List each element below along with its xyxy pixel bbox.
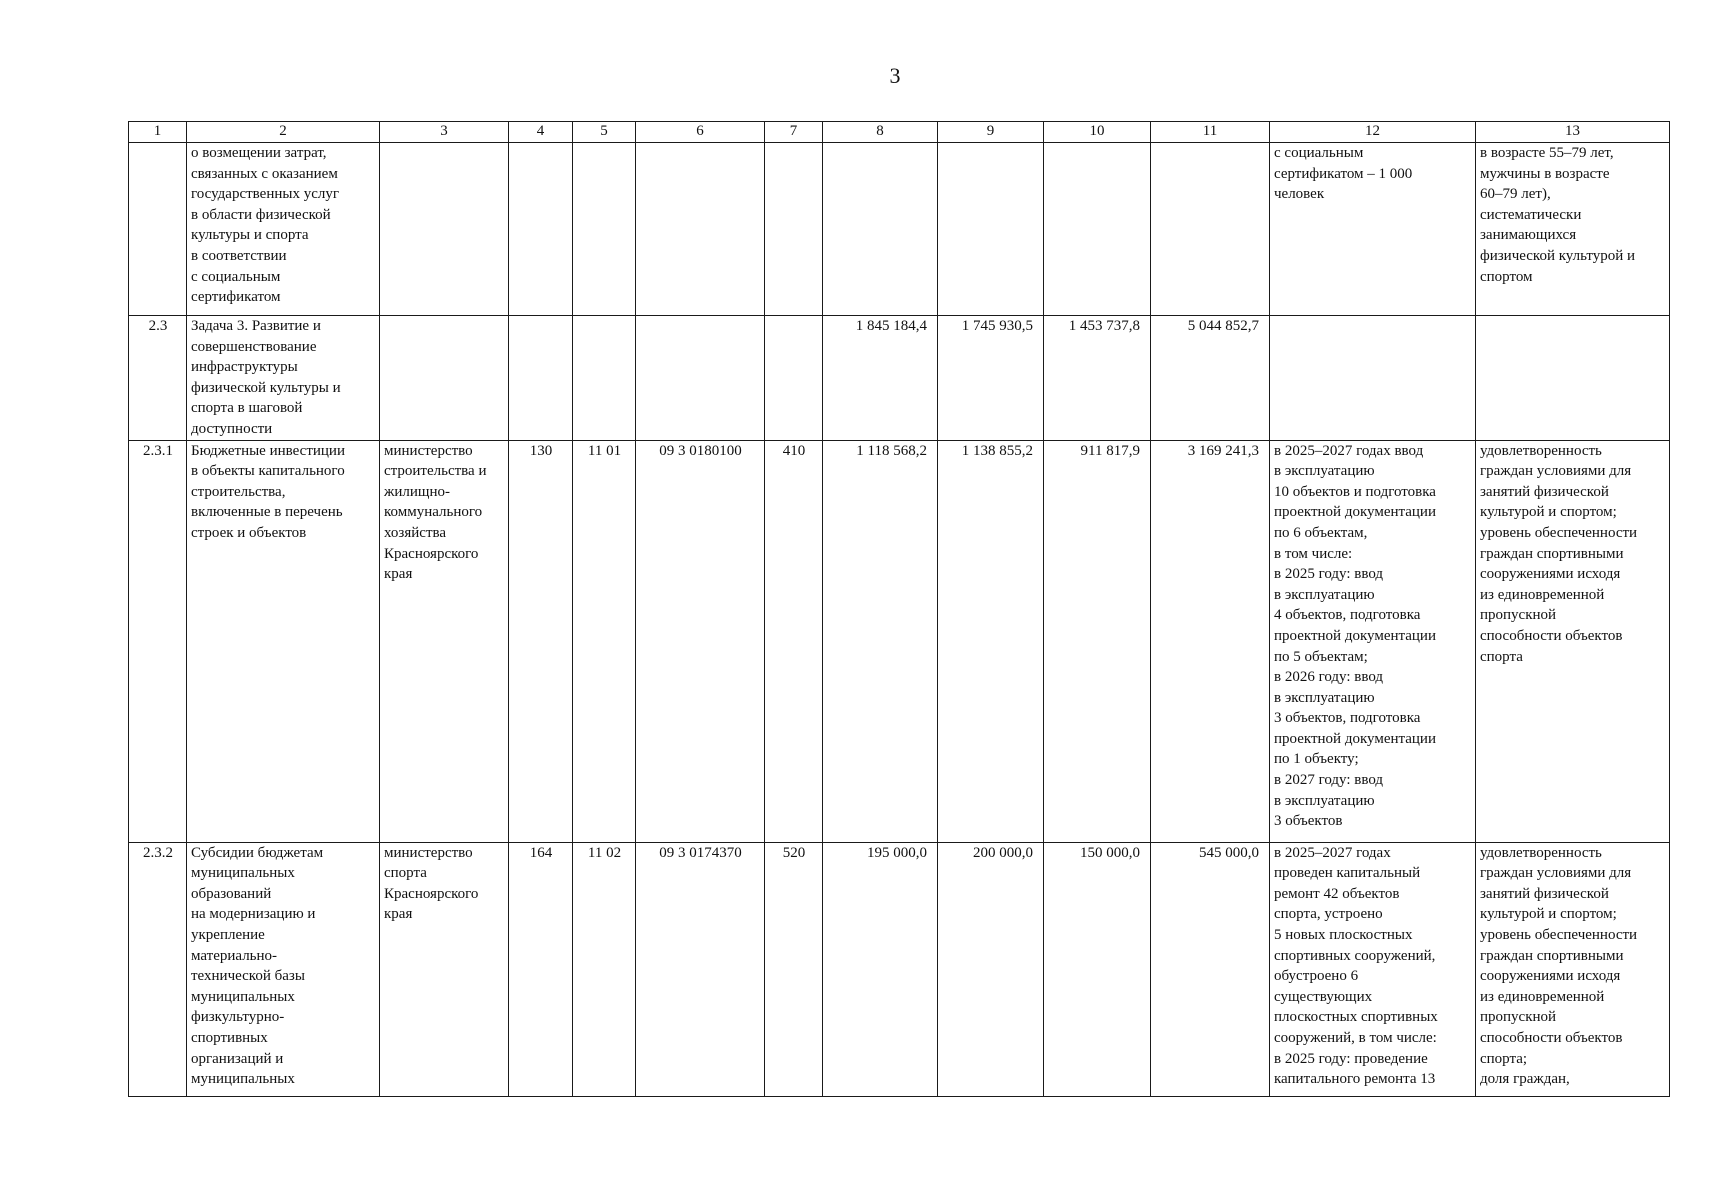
executor (380, 143, 509, 316)
row-number: 2.3.1 (129, 440, 187, 842)
amount-2026 (938, 143, 1044, 316)
measure-name: Бюджетные инвестиции в объекты капитального строительства, включенные в перечень строек и объектов (187, 440, 380, 842)
column-number: 11 (1151, 122, 1270, 143)
column-number: 12 (1270, 122, 1476, 143)
table-row (129, 440, 1670, 842)
rzpr-code: 11 01 (573, 440, 636, 842)
expected-result (1270, 316, 1476, 441)
rzpr-code (573, 316, 636, 441)
amount-2027: 1 453 737,8 (1044, 316, 1151, 441)
measure-name: Субсидии бюджетам муниципальных образований на модернизацию и укрепление материально- технической базы муниципальных физкультурно- спортивных организаций и муниципальных (187, 842, 380, 1096)
expected-result: в 2025–2027 годах проведен капитальный ремонт 42 объектов спорта, устроено 5 новых плоскостных спортивных сооружений, обустроено 6 существующих плоскостных спортивных сооружений, в том числе: в 2025 году: проведение капитального ремонта 13 (1270, 842, 1476, 1096)
executor: министерство строительства и жилищно- коммунального хозяйства Красноярского края (380, 440, 509, 842)
column-number: 4 (509, 122, 573, 143)
column-number: 8 (823, 122, 938, 143)
amount-2025: 195 000,0 (823, 842, 938, 1096)
column-number: 10 (1044, 122, 1151, 143)
amount-total: 5 044 852,7 (1151, 316, 1270, 441)
amount-2027: 911 817,9 (1044, 440, 1151, 842)
vr-code: 520 (765, 842, 823, 1096)
target-indicator: удовлетворенность граждан условиями для занятий физической культурой и спортом; уровень обеспеченности граждан спортивными сооружениями исходя из единовременной пропускной способности объектов спорта (1476, 440, 1670, 842)
csr-code: 09 3 0174370 (636, 842, 765, 1096)
grbs-code (509, 316, 573, 441)
amount-2025 (823, 143, 938, 316)
expected-result: в 2025–2027 годах ввод в эксплуатацию 10 объектов и подготовка проектной документации по 6 объектам, в том числе: в 2025 году: ввод в эксплуатацию 4 объектов, подготовка проектной документации по 5 объектам; в 2026 году: ввод в эксплуатацию 3 объектов, подготовка проектной документации по 1 объекту; в 2027 году: ввод в эксплуатацию 3 объектов (1270, 440, 1476, 842)
table-row (129, 842, 1670, 1096)
row-number (129, 143, 187, 316)
program-table (128, 121, 1670, 1097)
vr-code (765, 143, 823, 316)
measure-name: Задача 3. Развитие и совершенствование инфраструктуры физической культуры и спорта в шаговой доступности (187, 316, 380, 441)
amount-2027 (1044, 143, 1151, 316)
target-indicator: в возрасте 55–79 лет, мужчины в возрасте 60–79 лет), систематически занимающихся физической культурой и спортом (1476, 143, 1670, 316)
table-row (129, 316, 1670, 441)
target-indicator: удовлетворенность граждан условиями для занятий физической культурой и спортом; уровень обеспеченности граждан спортивными сооружениями исходя из единовременной пропускной способности объектов спорта; доля граждан, (1476, 842, 1670, 1096)
row-number: 2.3 (129, 316, 187, 441)
column-number: 3 (380, 122, 509, 143)
row-number: 2.3.2 (129, 842, 187, 1096)
column-number: 7 (765, 122, 823, 143)
expected-result: с социальным сертификатом – 1 000 человек (1270, 143, 1476, 316)
grbs-code (509, 143, 573, 316)
amount-2027: 150 000,0 (1044, 842, 1151, 1096)
column-number: 9 (938, 122, 1044, 143)
column-number: 5 (573, 122, 636, 143)
amount-2025: 1 118 568,2 (823, 440, 938, 842)
csr-code (636, 316, 765, 441)
vr-code: 410 (765, 440, 823, 842)
amount-2025: 1 845 184,4 (823, 316, 938, 441)
column-number: 13 (1476, 122, 1670, 143)
column-number: 2 (187, 122, 380, 143)
csr-code: 09 3 0180100 (636, 440, 765, 842)
amount-2026: 1 138 855,2 (938, 440, 1044, 842)
amount-total: 3 169 241,3 (1151, 440, 1270, 842)
table-row (129, 143, 1670, 316)
csr-code (636, 143, 765, 316)
amount-2026: 1 745 930,5 (938, 316, 1044, 441)
rzpr-code (573, 143, 636, 316)
page-number: 3 (889, 63, 901, 88)
measure-name: о возмещении затрат, связанных с оказанием государственных услуг в области физической культуры и спорта в соответствии с социальным сертификатом (187, 143, 380, 316)
column-number: 1 (129, 122, 187, 143)
column-number-row (129, 122, 1670, 143)
grbs-code: 130 (509, 440, 573, 842)
rzpr-code: 11 02 (573, 842, 636, 1096)
amount-total (1151, 143, 1270, 316)
executor: министерство спорта Красноярского края (380, 842, 509, 1096)
amount-total: 545 000,0 (1151, 842, 1270, 1096)
grbs-code: 164 (509, 842, 573, 1096)
target-indicator (1476, 316, 1670, 441)
column-number: 6 (636, 122, 765, 143)
vr-code (765, 316, 823, 441)
amount-2026: 200 000,0 (938, 842, 1044, 1096)
executor (380, 316, 509, 441)
